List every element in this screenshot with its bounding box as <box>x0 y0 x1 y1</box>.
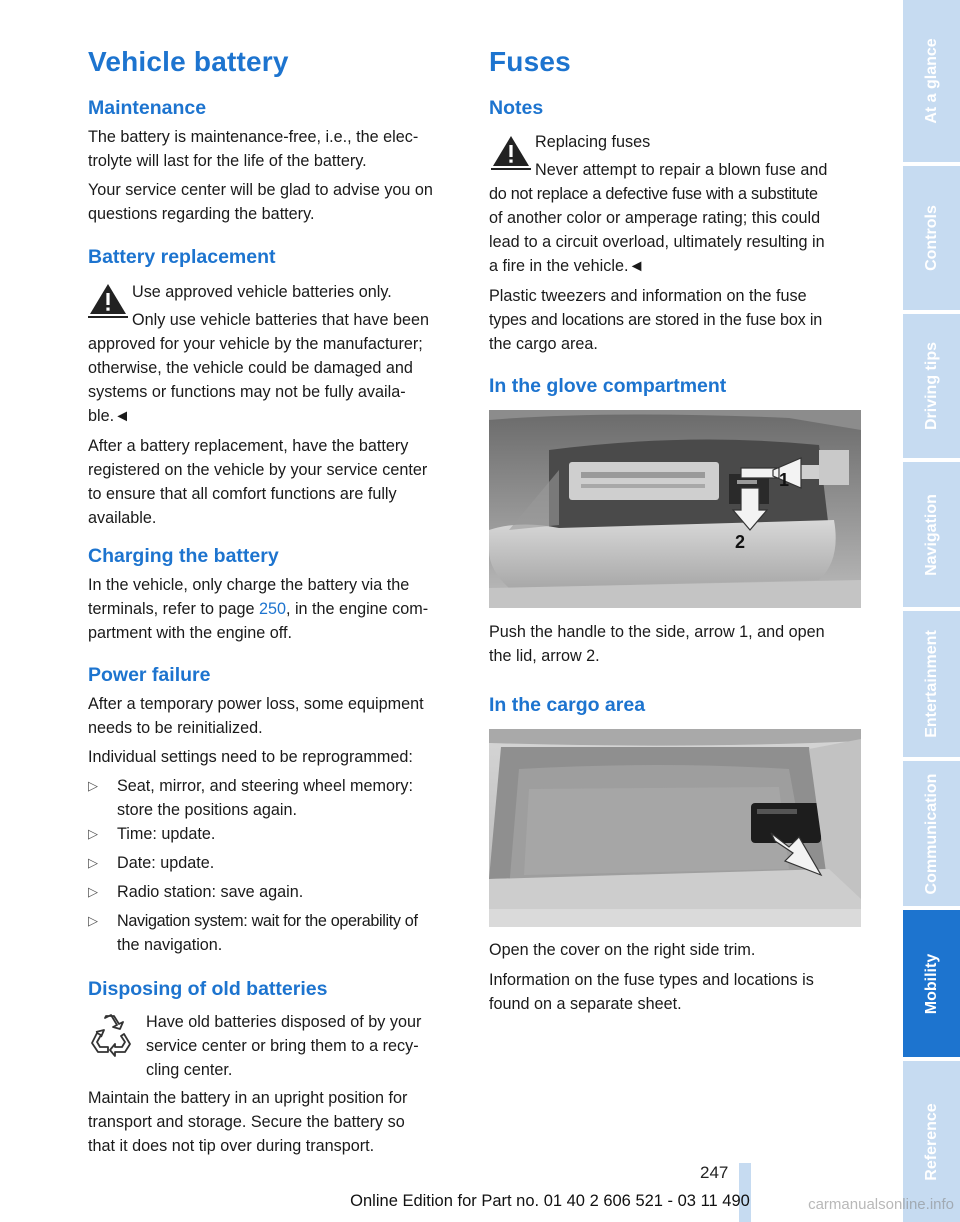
cargo-area-photo <box>489 729 861 927</box>
glove-compartment-photo <box>489 410 861 608</box>
tab-label: Mobility <box>922 953 940 1014</box>
cargo-caption-3: found on a separate sheet. <box>489 995 682 1013</box>
heading-charging: Charging the battery <box>88 545 279 567</box>
warning-icon <box>491 133 531 171</box>
tab-label: Reference <box>922 1102 940 1181</box>
power-text-1b: needs to be reinitialized. <box>88 719 263 737</box>
fuse-warning-5: a fire in the vehicle.◄ <box>489 257 645 275</box>
maintenance-text-1b: trolyte will last for the life of the battery. <box>88 152 367 170</box>
heading-maintenance: Maintenance <box>88 97 207 119</box>
tab-label: Driving tips <box>922 341 940 431</box>
list-item-text: Date: update. <box>117 854 215 872</box>
replacement-warning-lead: Use approved vehicle batteries only. <box>132 283 392 301</box>
heading-notes: Notes <box>489 97 544 119</box>
dispose-text-2: service center or bring them to a recy- <box>146 1037 419 1055</box>
fuse-warning-lead: Replacing fuses <box>535 133 651 151</box>
list-item-text: the navigation. <box>117 936 223 954</box>
tab-at-a-glance[interactable] <box>903 0 960 162</box>
fuse-warning-4: lead to a circuit overload, ultimately resulting in <box>489 233 825 251</box>
charging-text-3: partment with the engine off. <box>88 624 292 642</box>
tweezers-text-3: the cargo area. <box>489 335 598 353</box>
bullet-marker: ▷ <box>88 855 98 870</box>
replacement-warning-5: ble.◄ <box>88 407 131 425</box>
tab-driving-tips[interactable] <box>903 314 960 458</box>
list-item-text: Navigation system: wait for the operability of <box>117 912 418 930</box>
charging-text-2b: , in the engine com- <box>285 600 429 618</box>
bullet-marker: ▷ <box>88 826 98 841</box>
dispose-text-3: cling center. <box>146 1061 233 1079</box>
maintain-text-3: that it does not tip over during transport. <box>88 1137 375 1155</box>
watermark: carmanualsonline.info <box>808 1196 954 1213</box>
list-item-text: store the positions again. <box>117 801 297 819</box>
maintain-text-1: Maintain the battery in an upright position for <box>88 1089 408 1107</box>
replacement-after-2: registered on the vehicle by your service center <box>88 461 428 479</box>
maintenance-text-2b: questions regarding the battery. <box>88 205 315 223</box>
bullet-marker: ▷ <box>88 778 98 793</box>
fuse-warning-1: Never attempt to repair a blown fuse and <box>535 161 828 179</box>
replacement-after-3: to ensure that all comfort functions are fully <box>88 485 397 503</box>
cargo-caption-1: Open the cover on the right side trim. <box>489 941 756 959</box>
tab-mobility[interactable] <box>903 910 960 1057</box>
heading-power-failure: Power failure <box>88 664 211 686</box>
recycle-icon <box>88 1012 134 1058</box>
title-vehicle-battery: Vehicle battery <box>88 46 289 77</box>
heading-disposing: Disposing of old batteries <box>88 978 328 1000</box>
tweezers-text-1: Plastic tweezers and information on the fuse <box>489 287 807 305</box>
page-number: 247 <box>700 1163 729 1182</box>
replacement-warning-2: approved for your vehicle by the manufacturer; <box>88 335 423 353</box>
power-text-1: After a temporary power loss, some equipment <box>88 695 424 713</box>
tab-label: Navigation <box>922 493 940 576</box>
warning-icon <box>88 281 128 319</box>
fuse-warning-3: of another color or amperage rating; this could <box>489 209 821 227</box>
title-fuses: Fuses <box>489 46 571 77</box>
maintenance-text-1: The battery is maintenance-free, i.e., the elec- <box>88 128 419 146</box>
bullet-marker: ▷ <box>88 913 98 928</box>
footer-text: Online Edition for Part no. 01 40 2 606 521 - 03 11 490 <box>350 1192 750 1210</box>
replacement-warning-4: systems or functions may not be fully availa- <box>88 383 406 401</box>
tab-label: At a glance <box>922 38 940 124</box>
charging-text-2 <box>88 597 463 622</box>
arrow-label-2: 2 <box>735 532 746 552</box>
replacement-warning-3: otherwise, the vehicle could be damaged and <box>88 359 413 377</box>
power-text-2: Individual settings need to be reprogrammed: <box>88 748 413 766</box>
heading-cargo-area: In the cargo area <box>489 694 646 716</box>
tab-navigation[interactable] <box>903 462 960 607</box>
heading-glove-compartment: In the glove compartment <box>489 375 727 397</box>
tab-controls[interactable] <box>903 166 960 310</box>
tab-label: Communication <box>922 773 940 894</box>
tab-label: Controls <box>922 205 940 271</box>
replacement-after-1: After a battery replacement, have the battery <box>88 437 409 455</box>
maintenance-text-2: Your service center will be glad to advise you on <box>88 181 433 199</box>
page-250-link[interactable]: 250 <box>258 600 286 618</box>
glove-caption-1: Push the handle to the side, arrow 1, and open <box>489 623 825 641</box>
replacement-after-4: available. <box>88 509 157 527</box>
tab-entertainment[interactable] <box>903 611 960 757</box>
maintain-text-2: transport and storage. Secure the battery so <box>88 1113 405 1131</box>
charging-text-2a: terminals, refer to page <box>88 600 259 618</box>
list-item-text: Seat, mirror, and steering wheel memory: <box>117 777 413 795</box>
tweezers-text-2: types and locations are stored in the fuse box in <box>489 311 823 329</box>
fuse-warning-2: do not replace a defective fuse with a substitute <box>489 185 818 203</box>
tab-communication[interactable] <box>903 761 960 906</box>
bullet-marker: ▷ <box>88 884 98 899</box>
cargo-caption-2: Information on the fuse types and locations is <box>489 971 814 989</box>
list-item-text: Radio station: save again. <box>117 883 304 901</box>
glove-caption-2: the lid, arrow 2. <box>489 647 600 665</box>
arrow-label-1: 1 <box>779 470 790 490</box>
chapter-tabs <box>903 0 960 1222</box>
charging-text-1: In the vehicle, only charge the battery via the <box>88 576 410 594</box>
tab-label: Entertainment <box>922 630 940 738</box>
list-item-text: Time: update. <box>117 825 216 843</box>
replacement-warning-1: Only use vehicle batteries that have been <box>132 311 429 329</box>
heading-battery-replacement: Battery replacement <box>88 246 276 268</box>
dispose-text-1: Have old batteries disposed of by your <box>146 1013 422 1031</box>
